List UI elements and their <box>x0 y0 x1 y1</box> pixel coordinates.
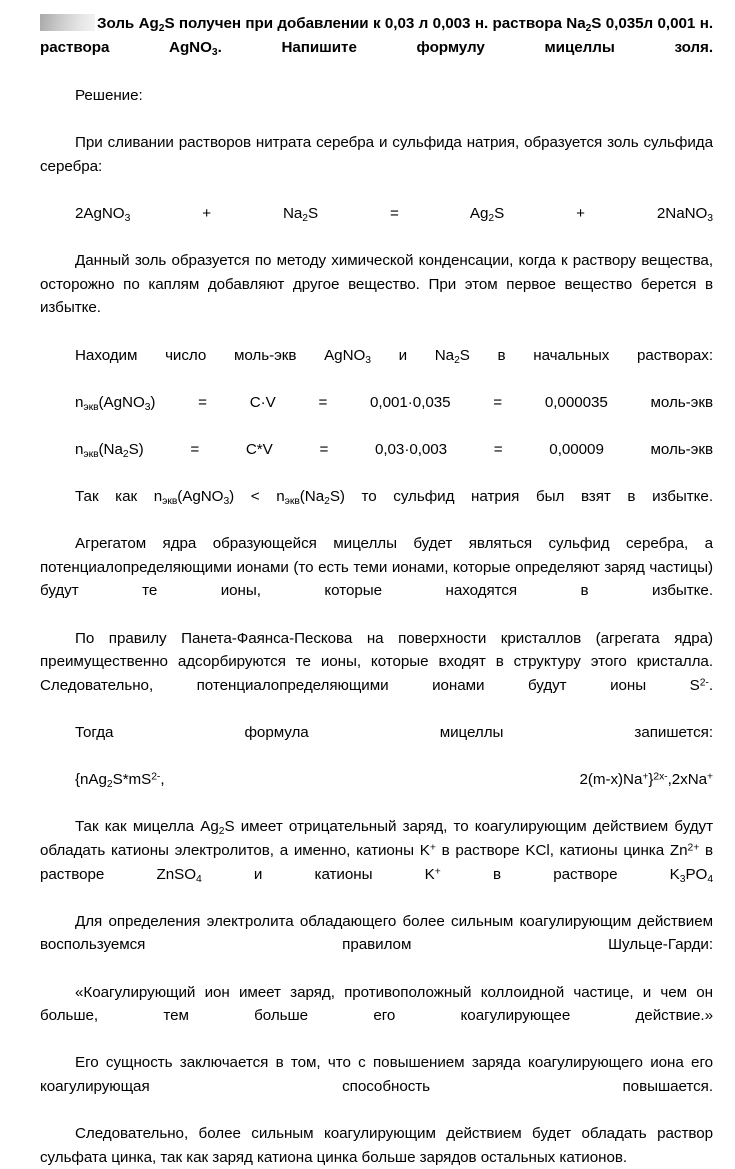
equation-subscript-4: 3 <box>707 212 713 224</box>
calc3-subscript-2: 3 <box>223 495 230 507</box>
coag-subscript-3: 3 <box>679 873 686 885</box>
calc3-subscript-3: экв <box>284 495 300 507</box>
coag-subscript-1: 2 <box>218 826 225 838</box>
equation-subscript-2: 2 <box>302 212 308 224</box>
heading-subscript-1: 2 <box>158 22 165 34</box>
paragraph-rule-essence: Его сущность заключается в том, что с повышением заряда коагулирующего иона его коагулирующая способность повышается. <box>40 1054 713 1095</box>
coag-subscript-2: 4 <box>195 873 202 885</box>
paragraph-schulze-hardy-quote: «Коагулирующий ион имеет заряд, противоположный коллоидной частице, и чем он больше, тем больше его коагулирующее действие.» <box>40 983 713 1025</box>
calc3-part-4: (Na <box>299 488 325 506</box>
mole-eq-text-part-1: Находим число моль-экв AgNO <box>75 346 366 364</box>
coag-superscript-1: + <box>429 842 436 854</box>
paragraph-micelle-formula-intro: Тогда формула мицеллы запишется: <box>75 724 713 742</box>
calculation-na2s <box>40 438 713 485</box>
heading-text-part-3: S 0,035л 0,001 н. раствора AgNO <box>40 15 713 56</box>
calc1-part-1: (AgNO <box>98 393 145 411</box>
calc1-n-symbol: n <box>75 393 84 411</box>
equation-part-3: S = Ag <box>307 204 489 222</box>
equation-subscript-3: 2 <box>488 212 495 224</box>
paragraph-find-mole-equivalents <box>40 344 713 391</box>
coag-subscript-4: 4 <box>707 873 714 885</box>
problem-statement-heading <box>40 12 713 84</box>
mole-eq-text-part-3: S в начальных растворах: <box>459 346 713 364</box>
micelle-superscript-2: + <box>642 771 649 783</box>
paragraph-aggregate-core: Агрегатом ядра образующейся мицеллы будет являться сульфид серебра, а потенциалопределяющими ионами (то есть теми ионами, которые определяют заряд частицы) будут те ионы, которые находятся в избытке. <box>40 535 713 600</box>
calc3-part-3: ) < n <box>229 488 285 506</box>
paragraph-conclusion: Следовательно, более сильным коагулирующим действием будет обладать раствор сульфата цинка, так как заряд катиона цинка больше зарядов остальных катионов. <box>40 1125 713 1166</box>
mole-eq-text-part-2: и Na <box>370 346 455 364</box>
calc1-n-subscript: экв <box>83 401 99 413</box>
coag-part-2: S имеет отрицательный заряд, то коагулирующим действием будут обладать катионы электролитов, а именно, катионы K <box>40 818 714 859</box>
calc2-n-symbol: n <box>75 440 84 458</box>
micelle-superscript-1: 2- <box>151 771 161 783</box>
coag-part-6: в растворе K <box>440 865 680 883</box>
micelle-subscript-1: 2 <box>106 779 113 791</box>
heading-subscript-2: 2 <box>585 22 592 34</box>
micelle-part-3: , 2(m-x)Na <box>160 771 643 789</box>
calc1-subscript-1: 3 <box>144 401 151 413</box>
calc3-part-5: S) то сульфид натрия был взят в избытке. <box>329 488 713 506</box>
heading-text-part-1: Золь Ag <box>97 15 159 32</box>
paneth-text-part-1: По правилу Панета-Фаянса-Пескова на поверхности кристаллов (агрегата ядра) преимущественно адсорбируются те ионы, которые входят в структуру этого кристалла. Следовательно, потенциалопределяющими ионами будут ионы S <box>40 629 713 694</box>
equation-part-2: + Na <box>130 204 303 222</box>
solution-label: Решение: <box>75 87 143 104</box>
micelle-superscript-4: + <box>707 771 713 783</box>
calculation-agno3 <box>40 391 713 438</box>
micelle-formula <box>40 768 713 815</box>
calc1-part-2: ) = C·V = 0,001·0,035 = 0,000035 моль-экв <box>150 393 713 411</box>
heading-subscript-3: 3 <box>211 46 218 58</box>
micelle-part-2: S*mS <box>112 771 152 789</box>
coag-part-1: Так как мицелла Ag <box>75 818 219 836</box>
calc3-part-1: Так как n <box>75 488 163 506</box>
calc3-subscript-1: экв <box>162 495 178 507</box>
paragraph-mixing-solutions: При сливании растворов нитрата серебра и сульфида натрия, образуется золь сульфида серебра: <box>40 134 713 175</box>
calc2-part-1: (Na <box>98 440 123 458</box>
micelle-part-5: ,2xNa <box>667 771 708 789</box>
micelle-superscript-3: 2x- <box>653 771 668 783</box>
comparison-statement <box>40 485 713 532</box>
calc2-subscript-1: 2 <box>122 448 129 460</box>
equation-part-1: 2AgNO <box>75 204 125 222</box>
coag-part-5: и катионы K <box>201 865 435 883</box>
paragraph-chemical-condensation: Данный золь образуется по методу химической конденсации, когда к раствору вещества, осторожно по каплям добавляют другое вещество. При этом первое вещество берется в избытке. <box>40 252 713 317</box>
redacted-block <box>40 14 95 31</box>
paragraph-schulze-hardy-intro: Для определения электролита обладающего более сильным коагулирующим действием воспользуемся правилом Шульце-Гарди: <box>40 912 713 954</box>
calc3-part-2: (AgNO <box>177 488 224 506</box>
paragraph-paneth-fajans-rule <box>40 627 713 721</box>
calc2-n-subscript: экв <box>83 448 99 460</box>
heading-text-part-2: S получен при добавлении к 0,03 л 0,003 н. раствора Na <box>164 15 586 32</box>
coag-part-7: PO <box>685 865 708 883</box>
heading-text-part-4: . Напишите формулу мицеллы золя. <box>217 39 714 56</box>
reaction-equation <box>40 202 713 249</box>
mole-eq-subscript-2: 2 <box>454 354 460 366</box>
paneth-text-part-2: . <box>708 676 713 694</box>
calc3-subscript-4: 2 <box>324 495 330 507</box>
coag-superscript-2: 2+ <box>687 842 700 854</box>
coag-part-4: в растворе ZnSO <box>40 842 713 883</box>
calc2-part-2: S) = C*V = 0,03·0,003 = 0,00009 моль-экв <box>128 440 713 458</box>
coag-part-3: в растворе KCl, катионы цинка Zn <box>435 842 688 859</box>
micelle-part-1: {nAg <box>75 771 107 789</box>
sulfide-ion-charge: 2- <box>699 677 709 689</box>
equation-subscript-1: 3 <box>124 212 131 224</box>
equation-part-4: S + 2NaNO <box>494 204 708 222</box>
micelle-part-4: } <box>648 771 654 789</box>
coag-superscript-3: + <box>434 865 441 877</box>
mole-eq-subscript-1: 3 <box>365 354 371 366</box>
paragraph-coagulating-cations <box>40 815 713 909</box>
